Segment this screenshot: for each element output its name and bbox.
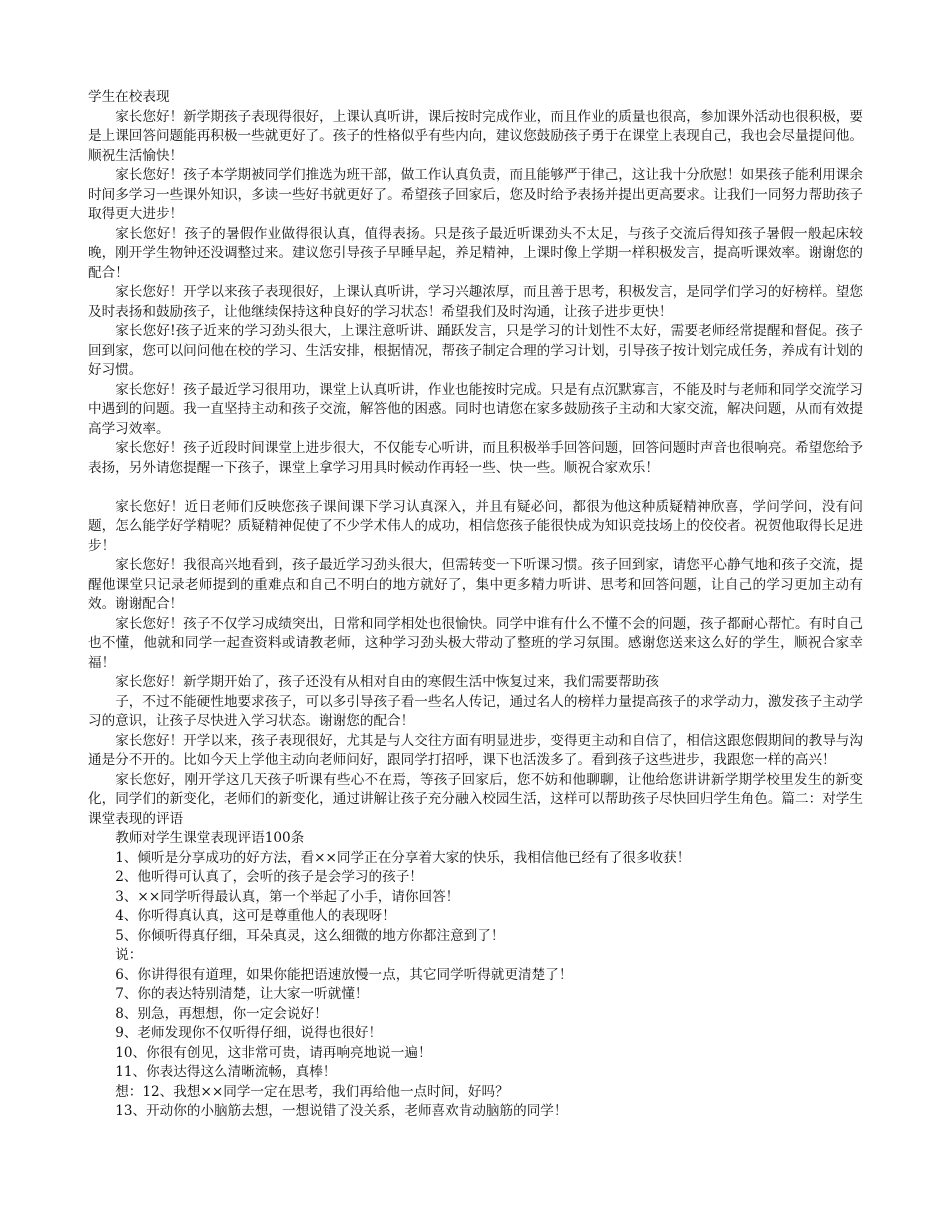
list-item: 6、你讲得很有道理，如果你能把语速放慢一点，其它同学听得就更清楚了！ — [115, 966, 573, 983]
paragraph: 家长您好！孩子的暑假作业做得很认真，值得表扬。只是孩子最近听课劲头不太足，与孩子交流后得知孩子暑假一般起床较晚，刚开学生物钟还没调整过来。建议您引导孩子早睡早起，养足精神，上课时像上学期一样积极发言，提高听课效率。谢谢您的配合！ — [88, 225, 863, 281]
paragraph: 家长您好，刚开学这几天孩子听课有些心不在焉，等孩子回家后，您不妨和他聊聊，让他给您讲讲新学期学校里发生的新变化，同学们的新变化，老师们的新变化，通过讲解让孩子充分融入校园生活，这样可以帮助孩子尽快回归学生角色。篇二：对学生课堂表现的评语 — [88, 771, 863, 827]
section-heading: 教师对学生课堂表现评语100条 — [115, 830, 305, 846]
list-item: 13、开动你的小脑筋去想，一想说错了没关系，老师喜欢肯动脑筋的同学！ — [115, 1103, 568, 1119]
paragraph: 家长您好!孩子近来的学习劲头很大，上课注意听讲、踊跃发言，只是学习的计划性不太好，需要老师经常提醒和督促。孩子回到家，您可以问问他在校的学习、生活安排，根据情况，帮孩子制定合理的学习计划，引导孩子按计划完成任务，养成有计划的好习惯。 — [88, 323, 863, 378]
list-item: 8、别急，再想想，你一定会说好！ — [115, 1005, 328, 1022]
document-title: 学生在校表现 — [88, 89, 170, 105]
subsection-label: 说： — [115, 947, 143, 963]
list-item: 11、你表达得这么清晰流畅，真棒！ — [115, 1064, 337, 1080]
list-item: 1、倾听是分享成功的好方法，看××同学正在分享着大家的快乐，我相信他已经有了很多收获！ — [115, 849, 691, 866]
list-item: 3、××同学听得最认真，第一个举起了小手，请你回答！ — [115, 888, 460, 905]
paragraph: 家长您好！孩子不仅学习成绩突出，日常和同学相处也很愉快。同学中谁有什么不懂不会的问题，孩子都耐心帮忙。有时自己也不懂，他就和同学一起查资料或请教老师，这种学习劲头极大带动了整班的学习氛围。感谢您送来这么好的学生，顺祝合家幸福！ — [88, 615, 863, 671]
paragraph: 家长您好！孩子本学期被同学们推选为班干部，做工作认真负责，而且能够严于律己，这让我十分欣慰！如果孩子能利用课余时间多学习一些课外知识，多读一些好书就更好了。希望孩子回家后，您及时给予表扬并提出更高要求。让我们一同努力帮助孩子取得更大进步！ — [88, 167, 863, 222]
list-item: 想：12、我想××同学一定在思考，我们再给他一点时间，好吗？ — [115, 1083, 509, 1100]
paragraph: 子，不过不能硬性地要求孩子，可以多引导孩子看一些名人传记，通过名人的榜样力量提高孩子的求学动力，激发孩子主动学习的意识，让孩子尽快进入学习状态。谢谢您的配合！ — [88, 693, 863, 729]
paragraph: 家长您好！新学期开始了，孩子还没有从相对自由的寒假生活中恢复过来，我们需要帮助孩 — [115, 674, 659, 690]
blank-line — [88, 478, 863, 498]
list-item: 4、你听得真认真，这可是尊重他人的表现呀！ — [115, 908, 396, 924]
list-item: 9、老师发现你不仅听得仔细，说得也很好！ — [115, 1025, 383, 1041]
paragraph: 家长您好！新学期孩子表现得很好，上课认真听讲，课后按时完成作业，而且作业的质量也很高，参加课外活动也很积极，要是上课回答问题能再积极一些就更好了。孩子的性格似乎有些内向，建议您鼓励孩子勇于在课堂上表现自己，我也会尽量提问他。顺祝生活愉快！ — [88, 108, 863, 164]
paragraph: 家长您好！开学以来，孩子表现很好，尤其是与人交往方面有明显进步，变得更主动和自信了，相信这跟您假期间的教导与沟通是分不开的。比如今天上学他主动向老师问好，跟同学打招呼，课下也活泼多了。看到孩子这些进步，我跟您一样的高兴！ — [88, 732, 863, 768]
list-item: 2、他听得可认真了，会听的孩子是会学习的孩子！ — [115, 869, 423, 885]
paragraph: 家长您好！孩子近段时间课堂上进步很大，不仅能专心听讲，而且积极举手回答问题，回答问题时声音也很响亮。希望您给予表扬，另外请您提醒一下孩子，课堂上拿学习用具时候动作再轻一些、快一些。顺祝合家欢乐！ — [88, 440, 863, 476]
paragraph: 家长您好！我很高兴地看到，孩子最近学习劲头很大，但需转变一下听课习惯。孩子回到家，请您平心静气地和孩子交流，提醒他课堂只记录老师提到的重难点和自己不明白的地方就好了，集中更多精力听讲、思考和回答问题，让自己的学习更加主动有效。谢谢配合！ — [88, 557, 863, 612]
list-item: 10、你很有创见，这非常可贵，请再响亮地说一遍！ — [115, 1044, 432, 1061]
document-page — [88, 88, 863, 1122]
paragraph: 家长您好！孩子最近学习很用功，课堂上认真听讲，作业也能按时完成。只是有点沉默寡言，不能及时与老师和同学交流学习中遇到的问题。我一直坚持主动和孩子交流，解答他的困惑。同时也请您在家多鼓励孩子主动和大家交流，解决问题，从而有效提高学习效率。 — [88, 381, 863, 437]
list-item: 5、你倾听得真仔细，耳朵真灵，这么细微的地方你都注意到了！ — [115, 927, 505, 944]
paragraph: 家长您好！近日老师们反映您孩子课间课下学习认真深入，并且有疑必问，都很为他这种质疑精神欣喜，学问学问，没有问题，怎么能学好学精呢？质疑精神促使了不少学术伟人的成功，相信您孩子能很快成为知识竞技场上的佼佼者。祝贺他取得长足进步！ — [88, 498, 863, 554]
paragraph: 家长您好！开学以来孩子表现很好，上课认真听讲，学习兴趣浓厚，而且善于思考，积极发言，是同学们学习的好榜样。望您及时表扬和鼓励孩子，让他继续保持这种良好的学习状态！希望我们及时沟通，让孩子进步更快！ — [88, 284, 863, 320]
list-item: 7、你的表达特别清楚，让大家一听就懂！ — [115, 986, 369, 1002]
